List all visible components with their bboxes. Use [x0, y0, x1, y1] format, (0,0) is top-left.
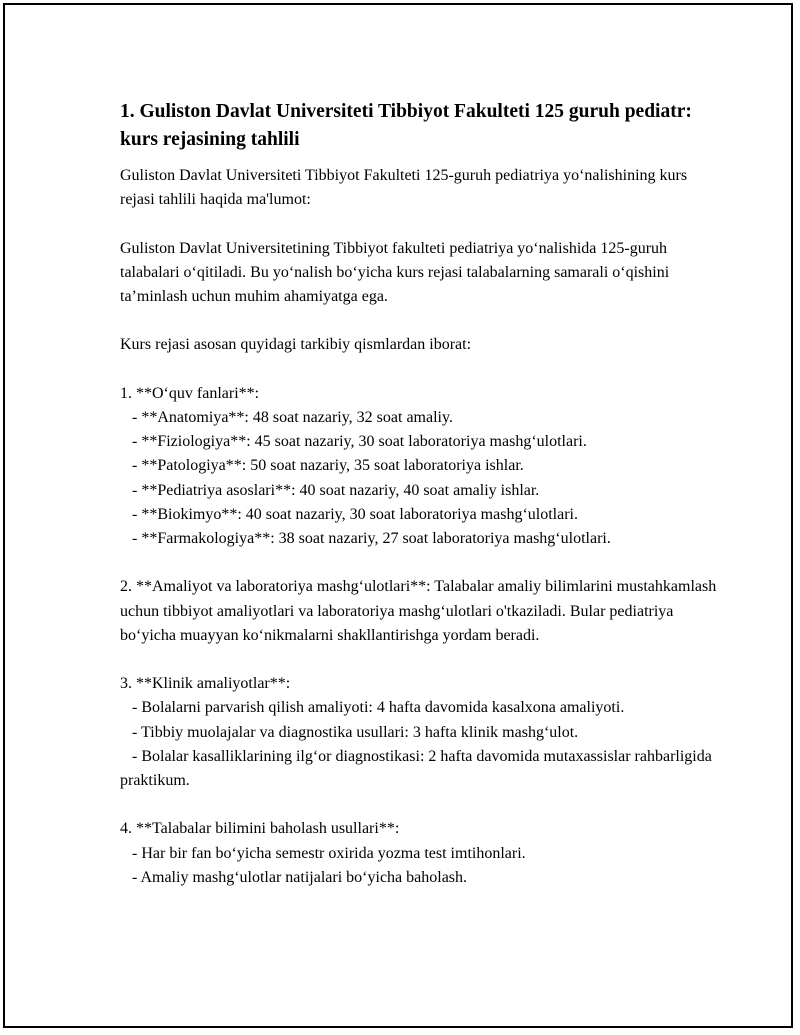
paragraph-gap: [120, 793, 720, 817]
page-frame: [3, 3, 793, 1028]
paragraph-intro: Guliston Davlat Universiteti Tibbiyot Fakulteti 125-guruh pediatriya yo‘nalishining kurs rejasi tahlili haqida ma'lumot:: [120, 167, 692, 209]
document-title: 1. Guliston Davlat Universiteti Tibbiyot Fakulteti 125 guruh pediatr: kurs rejasining tahlili: [120, 101, 692, 150]
paragraph-gap: [120, 648, 720, 672]
section-study-subjects: 1. **O‘quv fanlari**: - **Anatomiya**: 48 soat nazariy, 32 soat amaliy. - **Fiziologiya**: 45 soat nazariy, 30 soat laboratoriya mashg‘ulotlari. - **Patologiya**: 50 soat nazariy, 35 soat laboratoriya ishlar. - **Pediatriya asoslari**: 40 soat nazariy, 40 soat amaliy ishlar. - **Biokimyo**: 40 soat nazariy, 30 soat laboratoriya mashg‘ulotlari. - **Farmakologiya**: 38 soat nazariy, 27 soat laboratoriya mashg‘ulotlari.: [120, 384, 611, 547]
paragraph-gap: [120, 358, 720, 382]
section-clinical-practice: 3. **Klinik amaliyotlar**: - Bolalarni parvarish qilish amaliyoti: 4 hafta davomida kasalxona amaliyoti. - Tibbiy muolajalar va diagnostika usullari: 3 hafta klinik mashg‘ulot. - Bolalar kasalliklarining ilg‘or diagnostikasi: 2 hafta davomida mutaxassislar rahbarligida praktikum.: [120, 675, 712, 789]
paragraph-gap: [120, 309, 720, 333]
paragraph-gap: [120, 551, 720, 575]
paragraph-gap: [120, 212, 720, 236]
section-assessment-methods: 4. **Talabalar bilimini baholash usullari**: - Har bir fan bo‘yicha semestr oxirida yozma test imtihonlari. - Amaliy mashg‘ulotlar natijalari bo‘yicha baholash.: [120, 820, 526, 886]
paragraph-structure: Kurs rejasi asosan quyidagi tarkibiy qismlardan iborat:: [120, 336, 472, 354]
document-body: [120, 98, 720, 890]
section-practice-labs: 2. **Amaliyot va laboratoriya mashg‘ulotlari**: Talabalar amaliy bilimlarini mustahkamlash uchun tibbiyot amaliyotlari va laboratoriya mashg‘ulotlari o'tkaziladi. Bular pediatriya bo‘yicha muayyan ko‘nikmalarni shakllantirishga yordam beradi.: [120, 578, 721, 644]
paragraph-overview: Guliston Davlat Universitetining Tibbiyot fakulteti pediatriya yo‘nalishida 125-guruh talabalari o‘qitiladi. Bu yo‘nalish bo‘yicha kurs rejasi talabalarning samarali o‘qishini ta’minlash uchun muhim ahamiyatga ega.: [120, 239, 674, 305]
